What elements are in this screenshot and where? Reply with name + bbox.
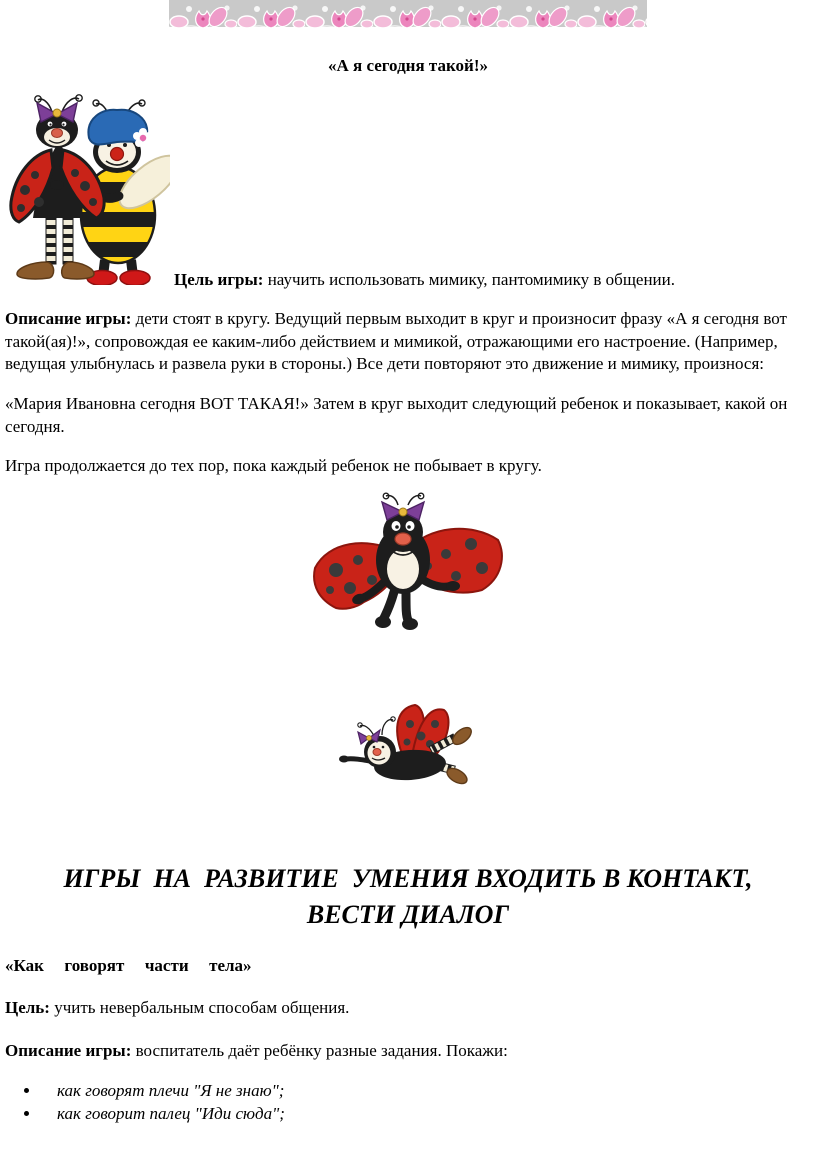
description-label: Описание игры: <box>5 309 132 329</box>
flying-ladybug-image <box>5 492 811 632</box>
section-heading <box>5 861 811 933</box>
resting-ladybug-image <box>5 702 811 797</box>
section-heading-line2: ВЕСТИ ДИАЛОГ <box>306 899 510 929</box>
floral-border-image <box>169 0 647 33</box>
game2-goal-label: Цель: <box>5 998 50 1018</box>
game2-description-label: Описание игры: <box>5 1040 132 1060</box>
list-item: • как говорит палец "Иди сюда"; <box>41 1103 811 1126</box>
game2-goal-text: учить невербальным способам общения. <box>49 998 350 1018</box>
resting-ladybug-icon <box>336 702 481 797</box>
closing-paragraph: Игра продолжается до тех пор, пока каждый ребенок не побывает в кругу. <box>5 456 542 476</box>
pink-floral-border-icon <box>169 0 647 33</box>
game2-goal-paragraph <box>5 997 811 1020</box>
list-item: • как говорят плечи "Я не знаю"; <box>41 1080 811 1103</box>
section-heading-line1: ИГРЫ НА РАЗВИТИЕ УМЕНИЯ ВХОДИТЬ В КОНТАКТ, <box>63 863 753 893</box>
game2-description-text: воспитатель даёт ребёнку разные задания. Покажи: <box>131 1040 508 1060</box>
goal-label: Цель игры: <box>174 269 264 289</box>
ladybug-and-bee-icon <box>5 90 170 285</box>
description-paragraph <box>5 308 811 376</box>
example-paragraph: «Мария Ивановна сегодня ВОТ ТАКАЯ!» Затем в круг выходит следующий ребенок и показывает, какой он сегодня. <box>5 394 788 436</box>
game2-title: «Как говорят части тела» <box>5 955 252 975</box>
description-text: дети стоят в кругу. Ведущий первым выходит в круг и произносит фразу «А я сегодня вот такой(ая)!», сопровождая ее каким-либо действием и мимикой, отражающими его настроение. (Например, ведущая улыбнулась и развела руки в стороны.) Все дети повторяют это движение и мимику, произнося: <box>5 309 787 374</box>
ladybug-and-bee-image <box>5 90 170 292</box>
flying-ladybug-icon <box>306 492 511 632</box>
task-list <box>5 1080 811 1125</box>
goal-paragraph <box>5 90 811 292</box>
page-title: «А я сегодня такой!» <box>327 56 488 75</box>
goal-text: научить использовать мимику, пантомимику в общении. <box>263 269 676 289</box>
game2-description-paragraph <box>5 1040 811 1063</box>
